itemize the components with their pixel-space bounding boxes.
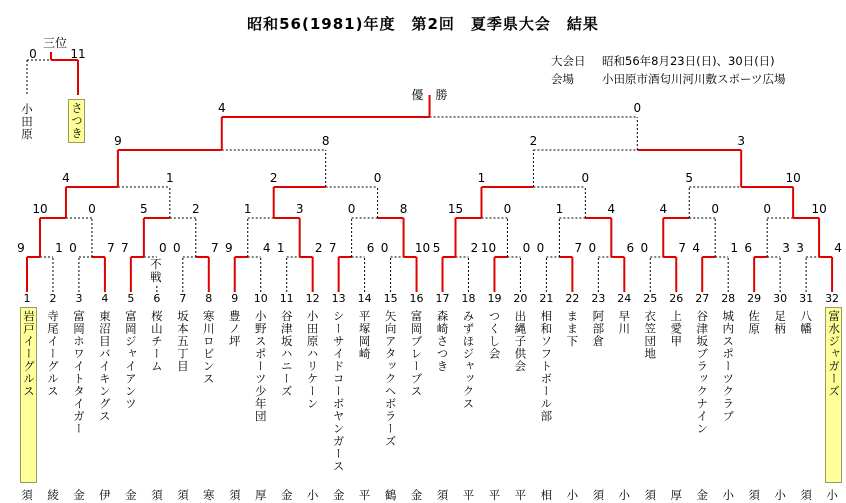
team-number: 17 (435, 292, 450, 305)
match-score: 1 (55, 241, 63, 255)
match-score: 0 (347, 202, 356, 216)
team-number: 24 (617, 292, 632, 305)
team-number: 7 (179, 292, 187, 305)
team-name: 寺尾イーグルス (45, 310, 60, 398)
team-number: 31 (799, 292, 814, 305)
team-number: 20 (513, 292, 528, 305)
team-name: 衣笠団地 (643, 310, 658, 360)
team-home: 厚 (670, 488, 682, 502)
team-home: 小 (774, 488, 786, 502)
team-number: 6 (153, 292, 161, 305)
venue-value: 小田原市酒匂川河川敷スポーツ広場 (602, 72, 786, 86)
team-home: 小 (826, 488, 838, 502)
team-name: つくし会 (487, 310, 502, 360)
match-score: 6 (626, 241, 635, 255)
team-name: 城内スポーツクラブ (721, 310, 736, 423)
match-score: 2 (314, 241, 323, 255)
third-place-right-team: さつき (68, 99, 85, 143)
match-score: 10 (785, 171, 801, 185)
match-score: 0 (640, 241, 649, 255)
final-label: 優 勝 (411, 88, 448, 102)
team-home: 小 (722, 488, 734, 502)
team-home: 須 (21, 488, 33, 502)
team-name: シーサイドコーボヤンガース (331, 310, 346, 473)
match-score: 7 (121, 241, 129, 255)
match-score: 0 (763, 202, 771, 216)
date-label: 大会日 (551, 54, 586, 68)
match-score: 10 (480, 241, 497, 255)
match-score: 10 (811, 202, 827, 216)
team-home: 金 (410, 488, 423, 502)
team-number: 30 (773, 292, 788, 305)
match-score: 0 (159, 241, 167, 255)
team-home: 相 (540, 488, 553, 502)
match-score: 2 (269, 171, 278, 185)
team-name: 坂本五丁目 (175, 310, 190, 373)
match-score: 0 (522, 241, 531, 255)
page-title: 昭和56(1981)年度 第2回 夏季県大会 結果 (247, 15, 599, 33)
match-score: 1 (555, 202, 564, 216)
team-number: 3 (75, 292, 83, 305)
third-place-label: 三位 (42, 36, 68, 50)
match-score: 3 (796, 241, 804, 255)
team-number: 14 (357, 292, 372, 305)
team-number: 15 (383, 292, 398, 305)
team-name: 佐原 (747, 310, 762, 335)
team-number: 2 (49, 292, 57, 305)
team-name: みずほジャックス (461, 310, 476, 410)
match-score: 0 (69, 241, 77, 255)
team-home: 須 (177, 488, 189, 502)
team-number: 16 (409, 292, 424, 305)
match-score: 0 (172, 241, 181, 255)
date-value: 昭和56年8月23日(日)、30日(日) (602, 54, 775, 68)
match-score: 10 (32, 202, 48, 216)
team-name: 早川 (617, 310, 632, 335)
team-number: 4 (101, 292, 109, 305)
match-score: 5 (685, 171, 694, 185)
team-name: 小野スポーツ少年団 (253, 310, 268, 423)
team-number: 26 (669, 292, 684, 305)
match-score: 9 (17, 241, 25, 255)
match-score: 4 (834, 241, 842, 255)
match-score: 0 (588, 241, 597, 255)
team-number: 5 (127, 292, 135, 305)
team-number: 18 (461, 292, 476, 305)
team-home: 金 (125, 488, 137, 502)
team-home: 寒 (203, 488, 215, 502)
team-name: 足柄 (773, 310, 788, 335)
match-score: 3 (737, 134, 745, 148)
match-score: 7 (574, 241, 583, 255)
match-score: 6 (744, 241, 752, 255)
team-home: 鶴 (384, 488, 397, 502)
match-score: 5 (140, 202, 148, 216)
match-score: 0 (380, 241, 389, 255)
match-score: 4 (62, 171, 70, 185)
team-home: 須 (592, 488, 605, 502)
match-score: 1 (730, 241, 739, 255)
team-number: 13 (331, 292, 346, 305)
team-name: 谷津坂ブラックナイン (695, 310, 710, 435)
team-home: 小 (618, 488, 631, 502)
team-number: 22 (565, 292, 580, 305)
team-home: 小 (306, 488, 319, 502)
match-score: 4 (692, 241, 701, 255)
team-name: 豊ノ坪 (227, 310, 242, 348)
match-score: 1 (276, 241, 285, 255)
team-name: まま下 (565, 310, 580, 348)
bye-label: 不戦 (150, 257, 162, 284)
team-name: 富岡ホワイトタイガー (71, 310, 86, 435)
match-score: 0 (88, 202, 96, 216)
team-number: 29 (747, 292, 762, 305)
match-score: 1 (243, 202, 252, 216)
match-score: 2 (529, 134, 538, 148)
match-score: 15 (447, 202, 464, 216)
team-home: 小 (566, 488, 579, 502)
team-name: 富水ジャガーズ (825, 307, 842, 483)
team-home: 平 (358, 488, 371, 502)
team-home: 須 (151, 488, 163, 502)
team-number: 32 (825, 292, 840, 305)
team-number: 12 (305, 292, 320, 305)
team-name: 岩戸イーグルス (20, 307, 37, 483)
team-name: 阿部倉 (591, 310, 606, 348)
match-score: 0 (633, 101, 642, 115)
third-place-left-team: 小田原 (20, 103, 34, 141)
team-name: 森崎さつき (435, 310, 450, 373)
team-name: 桜山チーム (149, 310, 164, 373)
team-name: 寒川ロビンス (201, 310, 216, 385)
match-score: 10 (414, 241, 431, 255)
match-score: 7 (678, 241, 687, 255)
team-name: 上愛甲 (669, 310, 684, 348)
team-home: 厚 (254, 488, 267, 502)
match-score: 4 (262, 241, 271, 255)
team-name: 東沼目バイキングス (97, 310, 112, 423)
third-place-score: 0 (29, 47, 37, 61)
team-name: 谷津坂ハニーズ (279, 310, 294, 398)
match-score: 0 (373, 171, 382, 185)
match-score: 7 (107, 241, 115, 255)
match-score: 7 (210, 241, 219, 255)
team-number: 28 (721, 292, 736, 305)
team-home: 金 (280, 488, 293, 502)
team-name: 出縄子供会 (513, 310, 528, 373)
team-home: 金 (696, 488, 708, 502)
team-number: 10 (253, 292, 268, 305)
third-place-score: 11 (70, 47, 86, 61)
match-score: 8 (399, 202, 408, 216)
match-score: 0 (581, 171, 590, 185)
team-number: 8 (205, 292, 213, 305)
team-name: 富岡ブレーブス (409, 310, 424, 398)
team-home: 伊 (99, 488, 111, 502)
team-home: 平 (462, 488, 475, 502)
team-home: 綾 (47, 488, 59, 502)
team-number: 21 (539, 292, 554, 305)
team-number: 11 (279, 292, 294, 305)
team-home: 須 (800, 488, 812, 502)
match-score: 0 (503, 202, 512, 216)
team-home: 金 (332, 488, 345, 502)
team-number: 25 (643, 292, 658, 305)
match-score: 2 (470, 241, 479, 255)
team-name: 小田原ハリケーン (305, 310, 320, 410)
team-name: 富岡ジャイアンツ (123, 310, 138, 410)
match-score: 1 (166, 171, 174, 185)
team-home: 須 (644, 488, 657, 502)
team-name: 平塚岡崎 (357, 310, 372, 360)
match-score: 0 (536, 241, 545, 255)
match-score: 2 (191, 202, 200, 216)
team-number: 23 (591, 292, 606, 305)
match-score: 3 (295, 202, 304, 216)
match-score: 6 (366, 241, 375, 255)
team-home: 金 (73, 488, 85, 502)
match-score: 8 (321, 134, 330, 148)
match-score: 9 (224, 241, 233, 255)
team-home: 平 (488, 488, 501, 502)
team-number: 19 (487, 292, 502, 305)
team-number: 1 (23, 292, 31, 305)
match-score: 5 (432, 241, 441, 255)
team-home: 須 (748, 488, 760, 502)
team-name: 相和ソフトボール部 (539, 310, 554, 423)
team-name: 八幡 (799, 310, 814, 335)
team-number: 9 (231, 292, 239, 305)
team-name: 矢向アタックヘボラーズ (383, 310, 398, 448)
match-score: 9 (114, 134, 122, 148)
team-home: 須 (229, 488, 241, 502)
team-number: 27 (695, 292, 710, 305)
match-score: 4 (659, 202, 668, 216)
match-score: 4 (607, 202, 616, 216)
match-score: 7 (328, 241, 337, 255)
venue-label: 会場 (551, 72, 574, 86)
match-score: 1 (477, 171, 486, 185)
team-home: 平 (514, 488, 527, 502)
match-score: 4 (217, 101, 226, 115)
match-score: 3 (782, 241, 790, 255)
match-score: 0 (711, 202, 720, 216)
team-home: 須 (436, 488, 449, 502)
